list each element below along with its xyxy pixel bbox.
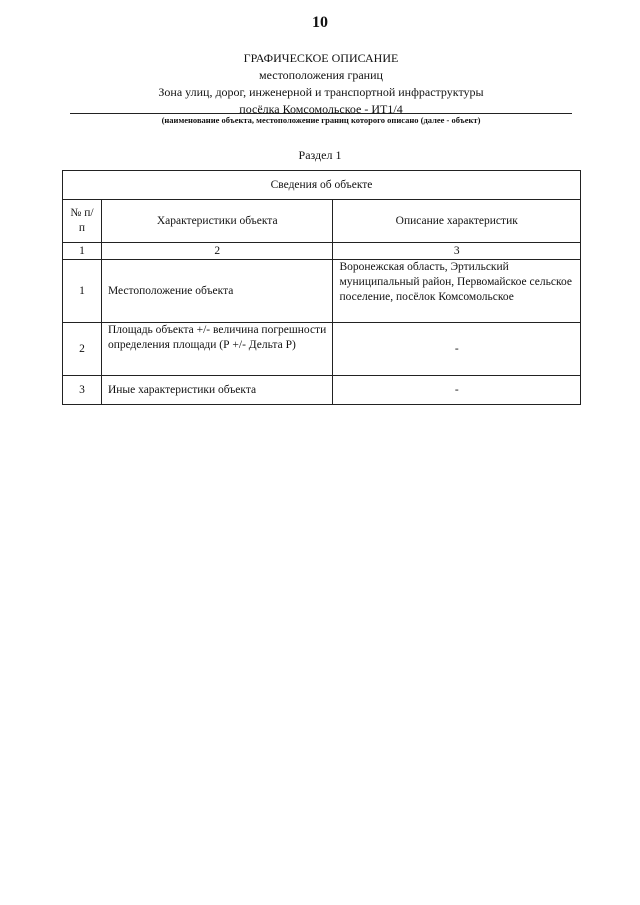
table-heading: Сведения об объекте [63,171,581,200]
row-description: Воронежская область, Эртильский муниципальный район, Первомайское сельское поселение, посёлок Комсомольское [333,260,581,323]
page-number: 10 [312,14,328,31]
table-row [63,260,581,323]
section-title: Раздел 1 [298,148,342,162]
column-number: 1 [63,243,102,260]
column-number: 2 [101,243,333,260]
object-caption: (наименование объекта, местоположение границ которого описано (далее - объект) [161,115,481,125]
row-number: 1 [63,260,102,323]
document-title [70,50,572,118]
row-number: 2 [63,323,102,376]
row-number: 3 [63,376,102,405]
table-row [63,376,581,405]
column-header-characteristic: Характеристики объекта [101,200,333,243]
title-line-4: посёлка Комсомольское - ИТ1/4 [239,102,403,116]
row-characteristic: Местоположение объекта [101,260,333,323]
column-header-description: Описание характеристик [333,200,581,243]
table-row [63,323,581,376]
object-info-table [62,170,581,405]
row-characteristic: Иные характеристики объекта [101,376,333,405]
table-header-row [63,200,581,243]
row-description: - [333,323,581,376]
row-characteristic: Площадь объекта +/- величина погрешности определения площади (Р +/- Дельта Р) [101,323,333,376]
title-underline [70,113,572,114]
title-line-2: местоположения границ [259,68,383,82]
title-line-1: ГРАФИЧЕСКОЕ ОПИСАНИЕ [243,51,399,65]
table-heading-row [63,171,581,200]
column-header-number: № п/п [63,200,102,243]
row-description: - [333,376,581,405]
column-number: 3 [333,243,581,260]
column-numbers-row [63,243,581,260]
title-line-3: Зона улиц, дорог, инженерной и транспортной инфраструктуры [158,85,484,99]
